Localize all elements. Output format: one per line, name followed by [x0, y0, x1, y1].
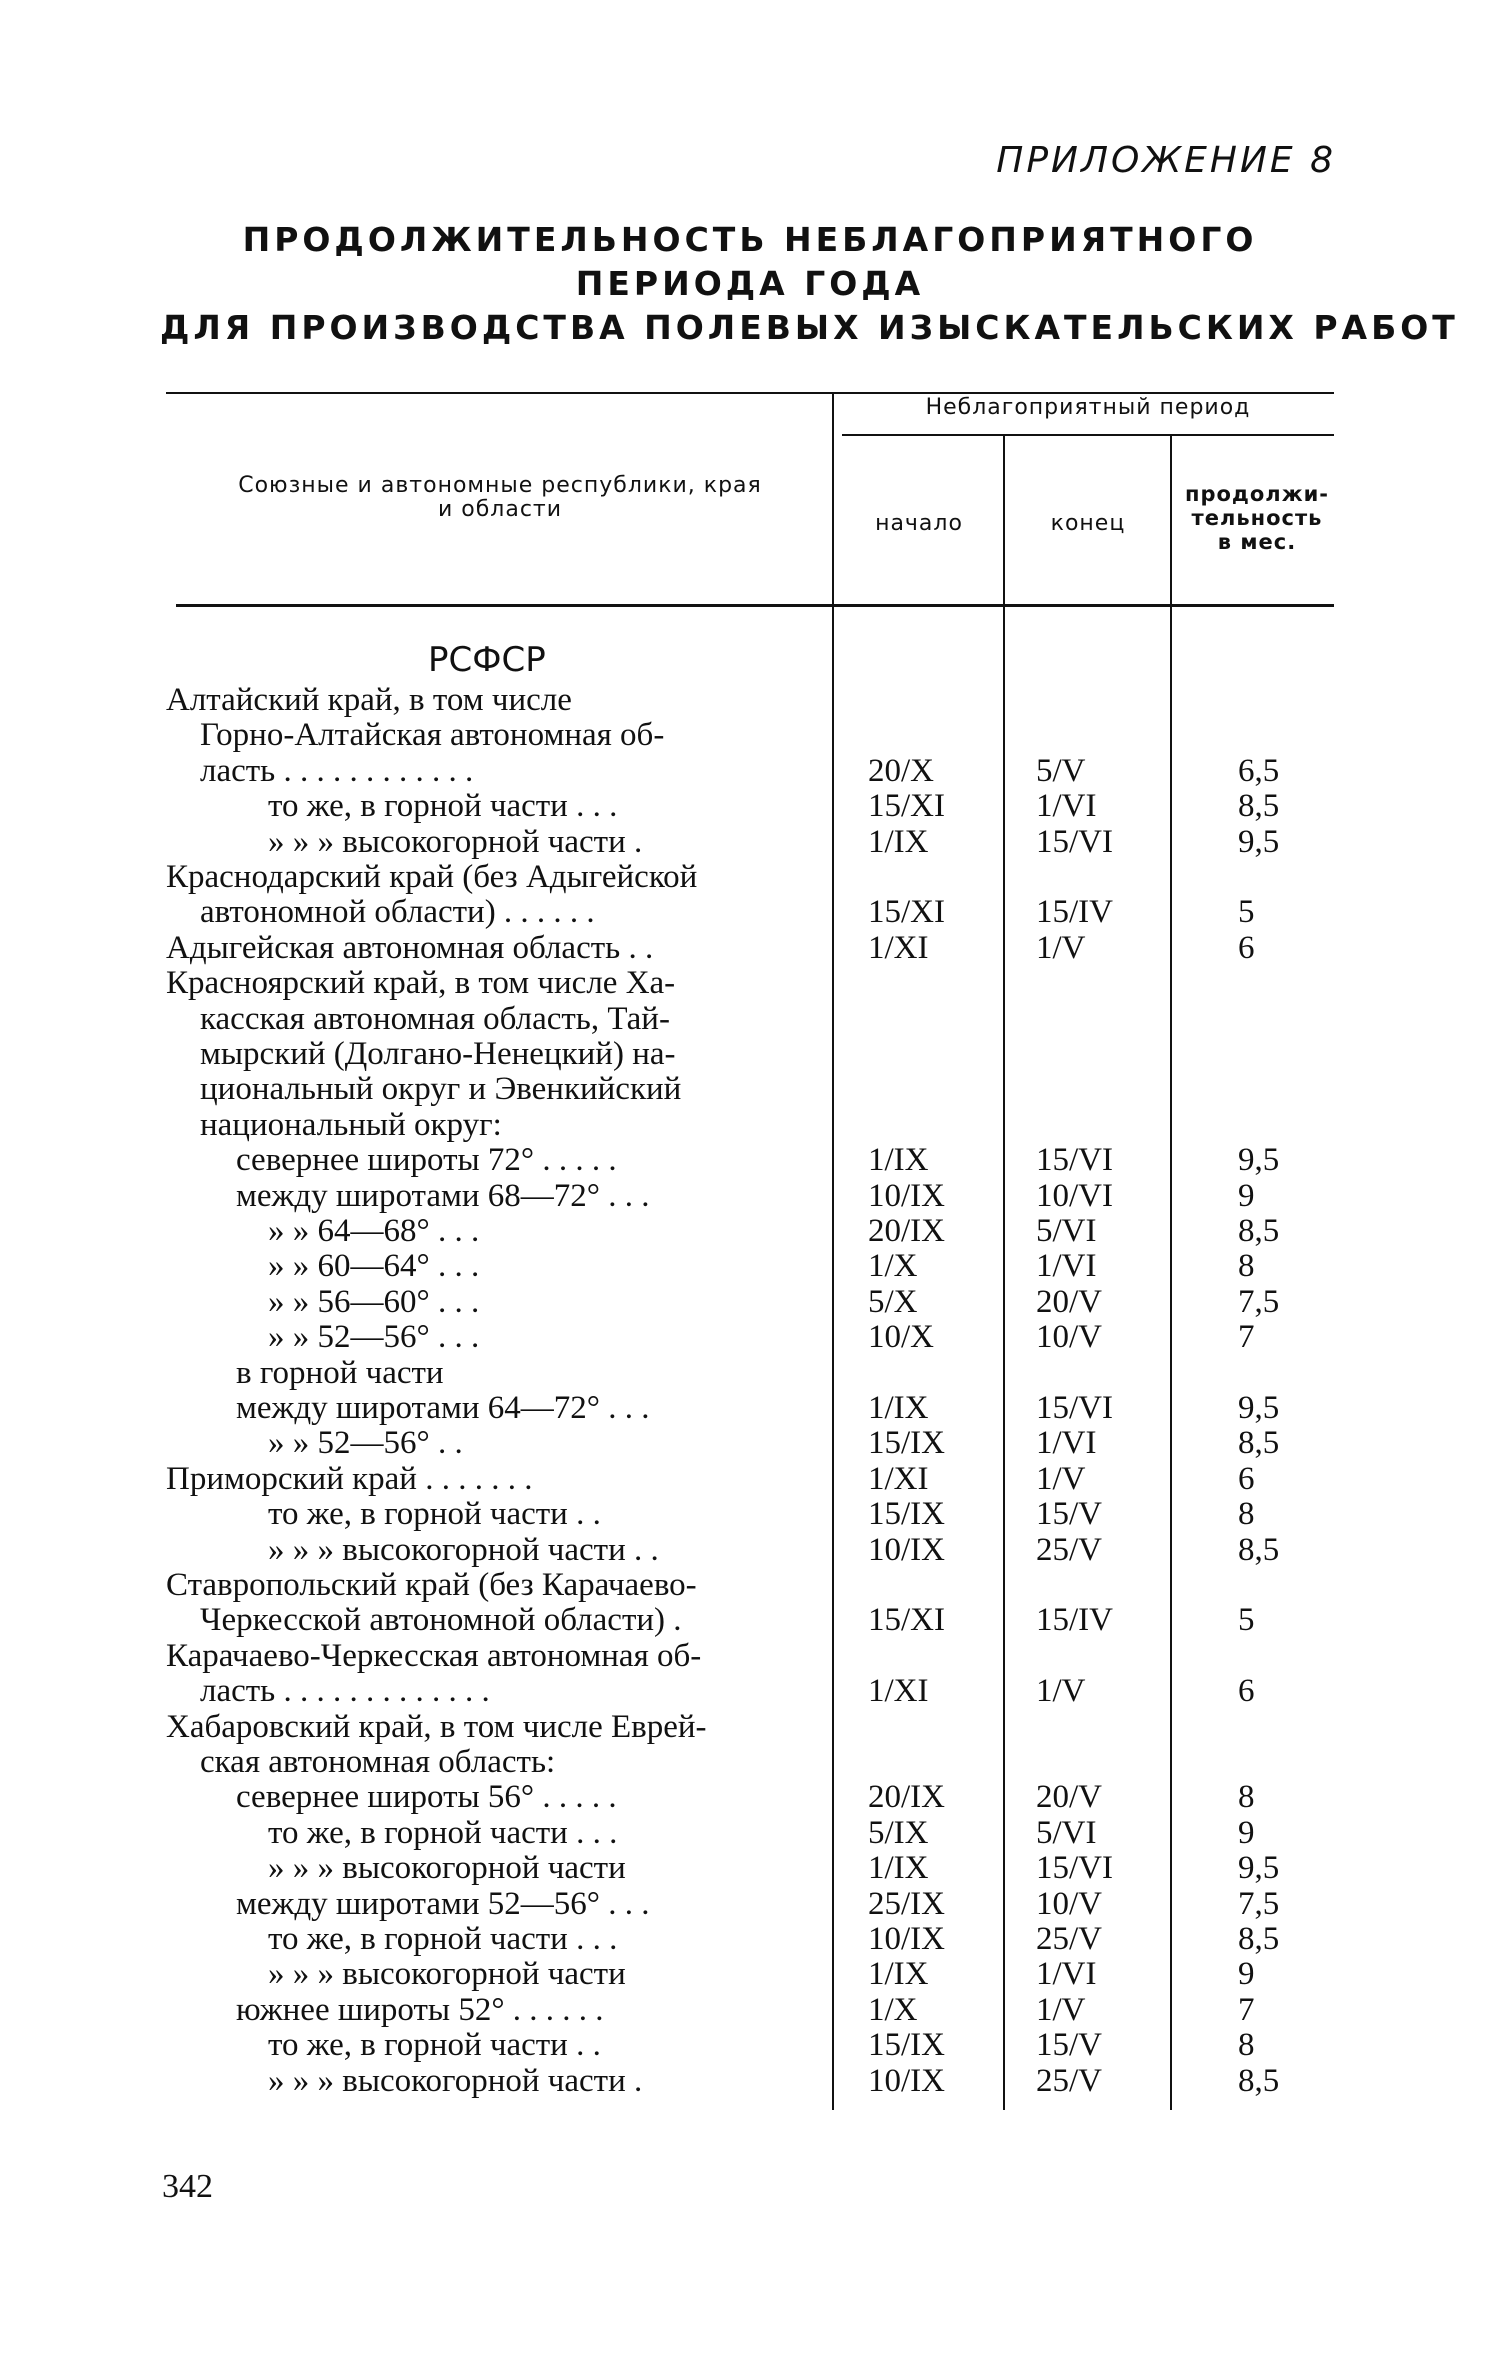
table-row [0, 1780, 1500, 1815]
row-region: между широтами 64—72° . . . [236, 1391, 650, 1426]
row-end: 1/V [1036, 930, 1086, 966]
table-row [0, 1851, 1500, 1886]
section-heading: РСФСР [428, 640, 546, 680]
row-end: 15/IV [1036, 1602, 1113, 1638]
row-start: 5/X [868, 1284, 918, 1320]
row-end: 1/V [1036, 1461, 1086, 1497]
row-region: » » » высокогорной части [268, 1957, 626, 1992]
row-end: 5/V [1036, 753, 1086, 789]
title-line-2: ПЕРИОДА ГОДА [575, 264, 925, 303]
table-row [0, 1957, 1500, 1992]
table-row [0, 1320, 1500, 1355]
row-duration: 8 [1238, 1779, 1255, 1815]
row-end: 15/V [1036, 2027, 1102, 2063]
row-duration: 7 [1238, 1319, 1255, 1355]
table-row [0, 966, 1500, 1001]
row-end: 15/VI [1036, 824, 1113, 860]
row-region: Краснодарский край (без Адыгейской [166, 860, 698, 895]
row-region: » » 52—56° . . [268, 1426, 463, 1461]
header-region: Союзные и автономные республики, края и области [238, 473, 762, 522]
table-row [0, 1568, 1500, 1603]
row-region: » » » высокогорной части . [268, 825, 643, 860]
row-region: то же, в горной части . . . [268, 789, 618, 824]
row-start: 15/XI [868, 894, 945, 930]
row-duration: 6 [1238, 930, 1255, 966]
row-end: 1/VI [1036, 1956, 1097, 1992]
row-end: 25/V [1036, 1921, 1102, 1957]
row-end: 10/VI [1036, 1178, 1113, 1214]
row-duration: 6 [1238, 1673, 1255, 1709]
table-row [0, 1922, 1500, 1957]
row-duration: 8 [1238, 1496, 1255, 1532]
row-duration: 8,5 [1238, 1921, 1280, 1957]
table-row [0, 1816, 1500, 1851]
row-duration: 5 [1238, 894, 1255, 930]
row-start: 1/X [868, 1248, 918, 1284]
row-end: 15/IV [1036, 894, 1113, 930]
table-row [0, 860, 1500, 895]
row-start: 10/IX [868, 2063, 945, 2099]
row-region: » » 60—64° . . . [268, 1249, 480, 1284]
table-row [0, 1037, 1500, 1072]
row-end: 25/V [1036, 1532, 1102, 1568]
row-region: циональный округ и Эвенкийский [200, 1072, 682, 1107]
row-start: 20/IX [868, 1779, 945, 1815]
row-start: 20/X [868, 753, 934, 789]
row-region: » » » высокогорной части [268, 1851, 626, 1886]
row-end: 1/V [1036, 1992, 1086, 2028]
row-end: 15/VI [1036, 1850, 1113, 1886]
row-region: ласть . . . . . . . . . . . . [200, 754, 474, 789]
row-duration: 8,5 [1238, 1425, 1280, 1461]
table-row [0, 1887, 1500, 1922]
table-row [0, 2028, 1500, 2063]
row-duration: 8,5 [1238, 788, 1280, 824]
row-end: 5/VI [1036, 1213, 1097, 1249]
row-end: 20/V [1036, 1284, 1102, 1320]
row-duration: 9,5 [1238, 1390, 1280, 1426]
table-row [0, 2064, 1500, 2099]
row-end: 15/V [1036, 1496, 1102, 1532]
table-row [0, 1603, 1500, 1638]
table-row [0, 1214, 1500, 1249]
table-row [0, 1674, 1500, 1709]
row-end: 15/VI [1036, 1142, 1113, 1178]
row-region: мырский (Долгано-Ненецкий) на- [200, 1037, 676, 1072]
row-region: южнее широты 52° . . . . . . [236, 1993, 604, 2028]
table-row [0, 1143, 1500, 1178]
row-region: севернее широты 56° . . . . . [236, 1780, 617, 1815]
table-row [0, 683, 1500, 718]
table-row [0, 1002, 1500, 1037]
table-row [0, 754, 1500, 789]
row-end: 25/V [1036, 2063, 1102, 2099]
table-row [0, 1249, 1500, 1284]
table-row [0, 825, 1500, 860]
header-start: начало [875, 511, 963, 536]
row-region: Алтайский край, в том числе [166, 683, 572, 718]
table-row [0, 1179, 1500, 1214]
row-start: 20/IX [868, 1213, 945, 1249]
row-duration: 6 [1238, 1461, 1255, 1497]
title-line-3: ДЛЯ ПРОИЗВОДСТВА ПОЛЕВЫХ ИЗЫСКАТЕЛЬСКИХ РАБОТ [160, 308, 1459, 347]
row-region: касская автономная область, Тай- [200, 1002, 670, 1037]
table-row [0, 1072, 1500, 1107]
row-start: 15/IX [868, 1425, 945, 1461]
row-start: 1/XI [868, 1461, 929, 1497]
row-start: 1/IX [868, 1142, 929, 1178]
row-start: 25/IX [868, 1886, 945, 1922]
row-start: 1/IX [868, 1390, 929, 1426]
row-region: севернее широты 72° . . . . . [236, 1143, 617, 1178]
row-region: Карачаево-Черкесская автономная об- [166, 1639, 702, 1674]
header-duration: продолжи-тельность в мес. [1184, 482, 1330, 554]
page-number: 342 [162, 2168, 213, 2205]
title-line-1: ПРОДОЛЖИТЕЛЬНОСТЬ НЕБЛАГОПРИЯТНОГО [242, 220, 1258, 259]
row-duration: 8 [1238, 2027, 1255, 2063]
row-region: Ставропольский край (без Карачаево- [166, 1568, 697, 1603]
table-row [0, 789, 1500, 824]
row-region: » » 64—68° . . . [268, 1214, 480, 1249]
row-start: 10/IX [868, 1178, 945, 1214]
table-row [0, 1462, 1500, 1497]
row-region: Красноярский край, в том числе Ха- [166, 966, 676, 1001]
table-row [0, 1285, 1500, 1320]
row-end: 1/VI [1036, 1248, 1097, 1284]
row-region: между широтами 68—72° . . . [236, 1179, 650, 1214]
row-start: 1/XI [868, 1673, 929, 1709]
row-region: » » 52—56° . . . [268, 1320, 480, 1355]
row-start: 1/IX [868, 1850, 929, 1886]
row-end: 20/V [1036, 1779, 1102, 1815]
header-unfavorable-period: Неблагоприятный период [925, 395, 1251, 420]
table-row [0, 1426, 1500, 1461]
row-start: 10/IX [868, 1532, 945, 1568]
row-end: 1/VI [1036, 788, 1097, 824]
row-start: 10/X [868, 1319, 934, 1355]
row-duration: 9 [1238, 1815, 1255, 1851]
row-duration: 9 [1238, 1956, 1255, 1992]
row-duration: 8,5 [1238, 1213, 1280, 1249]
row-end: 5/VI [1036, 1815, 1097, 1851]
row-start: 15/XI [868, 788, 945, 824]
row-region: Приморский край . . . . . . . [166, 1462, 533, 1497]
row-end: 10/V [1036, 1886, 1102, 1922]
row-region: Адыгейская автономная область . . [166, 931, 654, 966]
row-region: автономной области) . . . . . . [200, 895, 595, 930]
row-end: 1/V [1036, 1673, 1086, 1709]
table-row [0, 895, 1500, 930]
table-row [0, 1993, 1500, 2028]
row-region: национальный округ: [200, 1108, 502, 1143]
row-duration: 9,5 [1238, 824, 1280, 860]
row-start: 1/XI [868, 930, 929, 966]
row-duration: 7,5 [1238, 1284, 1280, 1320]
table-row [0, 1391, 1500, 1426]
row-region: » » 56—60° . . . [268, 1285, 480, 1320]
row-duration: 7 [1238, 1992, 1255, 2028]
row-region: в горной части [236, 1356, 444, 1391]
table-row [0, 1356, 1500, 1391]
row-start: 15/IX [868, 1496, 945, 1532]
table-row [0, 1497, 1500, 1532]
row-duration: 9,5 [1238, 1850, 1280, 1886]
row-region: Горно-Алтайская автономная об- [200, 718, 665, 753]
row-end: 1/VI [1036, 1425, 1097, 1461]
row-start: 10/IX [868, 1921, 945, 1957]
row-region: то же, в горной части . . . [268, 1922, 618, 1957]
table-row [0, 931, 1500, 966]
row-region: ская автономная область: [200, 1745, 556, 1780]
appendix-label: ПРИЛОЖЕНИЕ 8 [996, 140, 1336, 181]
table-row [0, 1710, 1500, 1745]
table-row [0, 718, 1500, 753]
row-region: » » » высокогорной части . . [268, 1533, 659, 1568]
row-duration: 5 [1238, 1602, 1255, 1638]
row-duration: 8,5 [1238, 1532, 1280, 1568]
row-region: между широтами 52—56° . . . [236, 1887, 650, 1922]
row-region: Хабаровский край, в том числе Еврей- [166, 1710, 707, 1745]
row-start: 1/IX [868, 1956, 929, 1992]
row-start: 1/X [868, 1992, 918, 2028]
row-duration: 8,5 [1238, 2063, 1280, 2099]
header-end: конец [1050, 511, 1126, 536]
row-region: » » » высокогорной части . [268, 2064, 643, 2099]
row-start: 15/IX [868, 2027, 945, 2063]
row-duration: 9 [1238, 1178, 1255, 1214]
row-start: 1/IX [868, 824, 929, 860]
row-duration: 9,5 [1238, 1142, 1280, 1178]
row-end: 15/VI [1036, 1390, 1113, 1426]
row-start: 15/XI [868, 1602, 945, 1638]
row-duration: 8 [1238, 1248, 1255, 1284]
table-row [0, 1639, 1500, 1674]
table-row [0, 1533, 1500, 1568]
row-end: 10/V [1036, 1319, 1102, 1355]
row-region: то же, в горной части . . . [268, 1816, 618, 1851]
row-duration: 6,5 [1238, 753, 1280, 789]
table-row [0, 1745, 1500, 1780]
table-row [0, 1108, 1500, 1143]
row-region: Черкесской автономной области) . [200, 1603, 682, 1638]
row-region: то же, в горной части . . [268, 2028, 601, 2063]
row-duration: 7,5 [1238, 1886, 1280, 1922]
row-start: 5/IX [868, 1815, 929, 1851]
row-region: то же, в горной части . . [268, 1497, 601, 1532]
row-region: ласть . . . . . . . . . . . . . [200, 1674, 490, 1709]
